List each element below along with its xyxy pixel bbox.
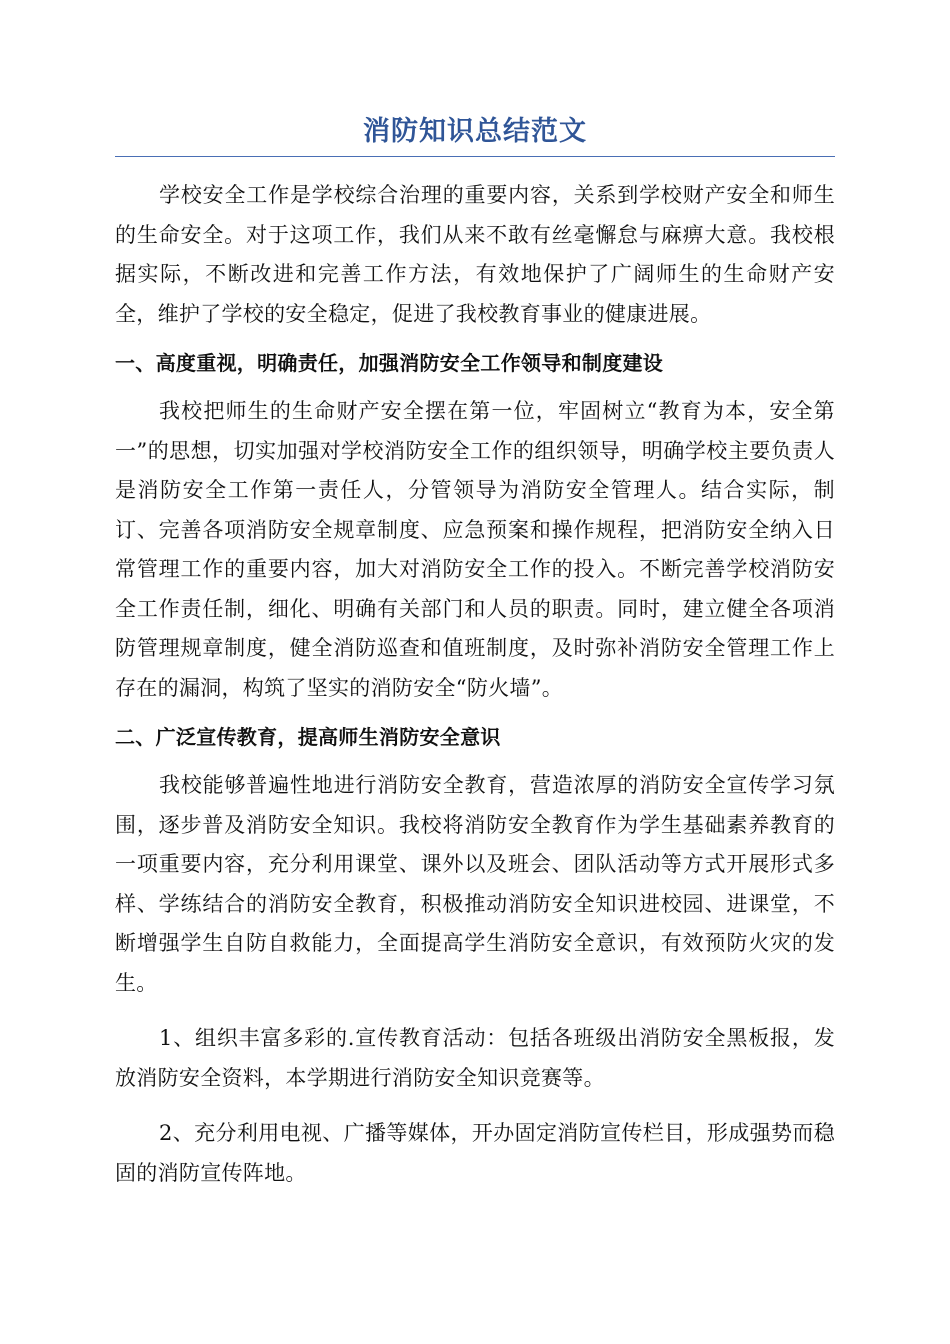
section-2-heading: 二、广泛宣传教育，提高师生消防安全意识 [115,725,501,749]
section-1-paragraph: 我校把师生的生命财产安全摆在第一位，牢固树立“教育为本，安全第一”的思想，切实加强对学校消防安全工作的组织领导，明确学校主要负责人是消防安全工作第一责任人，分管领导为消防安全管理人。结合实际，制订、完善各项消防安全规章制度、应急预案和操作规程，把消防安全纳入日常管理工作的重要内容，加大对消防安全工作的投入。不断完善学校消防安全工作责任制，细化、明确有关部门和人员的职责。同时，建立健全各项消防管理规章制度，健全消防巡查和值班制度，及时弥补消防安全管理工作上存在的漏洞，构筑了坚实的消防安全“防火墙”。 [115,399,835,700]
title-block [115,112,835,157]
document-title: 消防知识总结范文 [363,116,587,147]
section-1-heading: 一、高度重视，明确责任，加强消防安全工作领导和制度建设 [115,351,664,375]
list-item-2: 2、充分利用电视、广播等媒体，开办固定消防宣传栏目，形成强势而稳固的消防宣传阵地。 [115,1121,835,1185]
document-body [115,176,835,1193]
section-2-paragraph: 我校能够普遍性地进行消防安全教育，营造浓厚的消防安全宣传学习氛围，逐步普及消防安全知识。我校将消防安全教育作为学生基础素养教育的一项重要内容，充分利用课堂、课外以及班会、团队活动等方式开展形式多样、学练结合的消防安全教育，积极推动消防安全知识进校园、进课堂，不断增强学生自防自救能力，全面提高学生消防安全意识，有效预防火灾的发生。 [115,773,835,995]
list-item-1: 1、组织丰富多彩的.宣传教育活动：包括各班级出消防安全黑板报，发放消防安全资料，本学期进行消防安全知识竞赛等。 [115,1026,835,1090]
intro-paragraph: 学校安全工作是学校综合治理的重要内容，关系到学校财产安全和师生的生命安全。对于这项工作，我们从来不敢有丝毫懈怠与麻痹大意。我校根据实际，不断改进和完善工作方法，有效地保护了广阔师生的生命财产安全，维护了学校的安全稳定，促进了我校教育事业的健康进展。 [115,183,835,326]
